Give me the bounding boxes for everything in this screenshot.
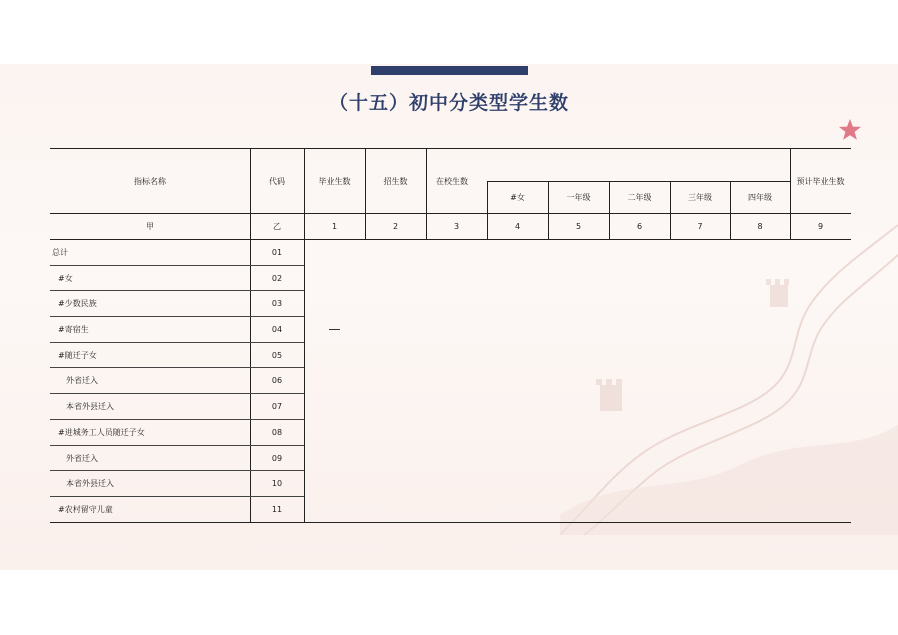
grid-line [730,181,731,239]
index-cell: 3 [453,221,460,231]
grid-line [426,149,427,239]
grid-line [50,419,304,420]
row-code: 08 [271,427,283,437]
row-label: 本省外县迁入 [66,478,114,488]
grid-line [50,239,851,240]
row-code: 06 [271,375,283,385]
grid-line [50,470,304,471]
row-label: 外省迁入 [66,453,98,463]
grid-line [548,181,549,239]
header-graduates: 毕业生数 [318,176,351,186]
blank-area-marker [329,329,340,330]
grid-line [487,181,488,239]
header-indicator: 指标名称 [134,176,166,186]
header-in-school: 在校生数 [436,176,468,186]
row-label: 总计 [52,247,68,257]
grid-line [50,367,304,368]
grid-line [487,181,790,182]
grid-line [50,445,304,446]
grid-line [50,265,304,266]
grid-line [50,290,304,291]
grid-line [304,149,305,522]
index-cell: 4 [514,221,521,231]
index-cell: 2 [392,221,399,231]
index-cell: 1 [331,221,338,231]
row-code: 10 [271,478,283,488]
page-title: （十五）初中分类型学生数 [328,92,569,114]
grid-line [50,342,304,343]
header-grade3: 三年级 [688,192,712,202]
row-code: 11 [271,504,283,514]
row-code: 07 [271,401,283,411]
row-label: #进城务工人员随迁子女 [58,427,145,437]
grid-line [670,181,671,239]
row-code: 01 [271,247,283,257]
row-code: 09 [271,453,283,463]
header-expected-graduates: 预计毕业生数 [796,176,845,186]
row-label: 外省迁入 [66,375,98,385]
index-cell: 6 [636,221,643,231]
header-enrollment: 招生数 [383,176,408,186]
row-code: 04 [271,324,283,334]
grid-line [365,149,366,239]
grid-line [250,149,251,522]
grid-line [50,496,304,497]
index-cell: 9 [817,221,824,231]
grid-line [609,181,610,239]
grid-line [50,316,304,317]
header-grade2: 二年级 [627,192,652,202]
row-code: 05 [271,350,283,360]
grid-line [50,213,851,214]
row-label: #少数民族 [58,298,97,308]
header-bar [371,66,528,75]
index-cell: 5 [575,221,582,231]
header-female: #女 [510,192,525,202]
row-label: #农村留守儿童 [58,504,113,514]
star-icon [838,118,862,142]
statistics-table [50,148,851,523]
index-cell: 乙 [273,221,281,231]
index-cell: 8 [757,221,763,231]
row-label: 本省外县迁入 [66,401,114,411]
row-code: 02 [271,273,283,283]
row-label: #寄宿生 [58,324,89,334]
grid-line [790,149,791,239]
index-cell: 7 [697,221,703,231]
row-label: #女 [58,273,73,283]
header-grade1: 一年级 [566,192,591,202]
row-code: 03 [271,298,283,308]
header-grade4: 四年级 [748,192,772,202]
index-cell: 甲 [146,221,154,231]
grid-line [50,393,304,394]
header-code: 代码 [269,176,285,186]
row-label: #随迁子女 [58,350,97,360]
